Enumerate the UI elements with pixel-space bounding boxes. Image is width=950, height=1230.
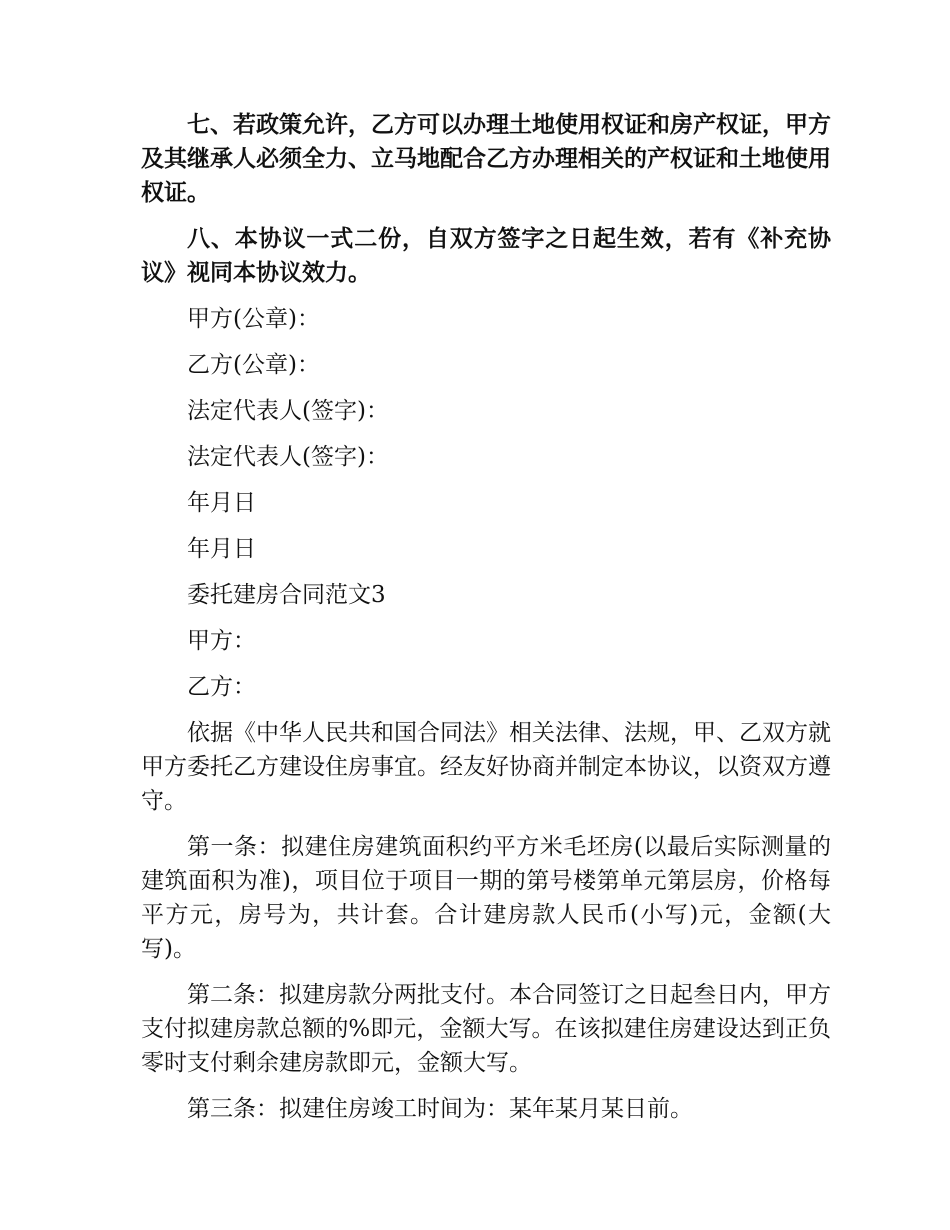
party-b-line: 乙方： xyxy=(187,674,256,700)
party-a-seal-line: 甲方(公章)： xyxy=(187,306,320,332)
section-title: 委托建房合同范文3 xyxy=(187,582,386,608)
party-a-line: 甲方： xyxy=(187,628,256,654)
article-one: 第一条：拟建住房建筑面积约平方米毛坯房(以最后实际测量的建筑面积为准)，项目位于项目一期的第号楼第单元第层房，价格每平方元，房号为，共计套。合计建房款人民币(小写)元，金额(大写)。 xyxy=(141,834,831,962)
article-two: 第二条：拟建房款分两批支付。本合同签订之日起叁日内，甲方支付拟建房款总额的%即元，金额大写。在该拟建住房建设达到正负零时支付剩余建房款即元，金额大写。 xyxy=(141,982,831,1076)
article-three: 第三条：拟建住房竣工时间为：某年某月某日前。 xyxy=(187,1096,693,1122)
date-line-a: 年月日 xyxy=(187,490,256,516)
legal-rep-signature-line-b: 法定代表人(签字)： xyxy=(187,444,389,470)
clause-seven: 七、若政策允许，乙方可以办理土地使用权证和房产权证，甲方及其继承人必须全力、立马地配合乙方办理相关的产权证和土地使用权证。 xyxy=(141,111,831,206)
document-body xyxy=(141,108,831,1138)
legal-rep-signature-line-a: 法定代表人(签字)： xyxy=(187,398,389,424)
preamble-paragraph: 依据《中华人民共和国合同法》相关法律、法规，甲、乙双方就甲方委托乙方建设住房事宜。经友好协商并制定本协议，以资双方遵守。 xyxy=(141,720,831,814)
date-line-b: 年月日 xyxy=(187,536,256,562)
clause-eight: 八、本协议一式二份，自双方签字之日起生效，若有《补充协议》视同本协议效力。 xyxy=(141,225,831,286)
party-b-seal-line: 乙方(公章)： xyxy=(187,352,320,378)
